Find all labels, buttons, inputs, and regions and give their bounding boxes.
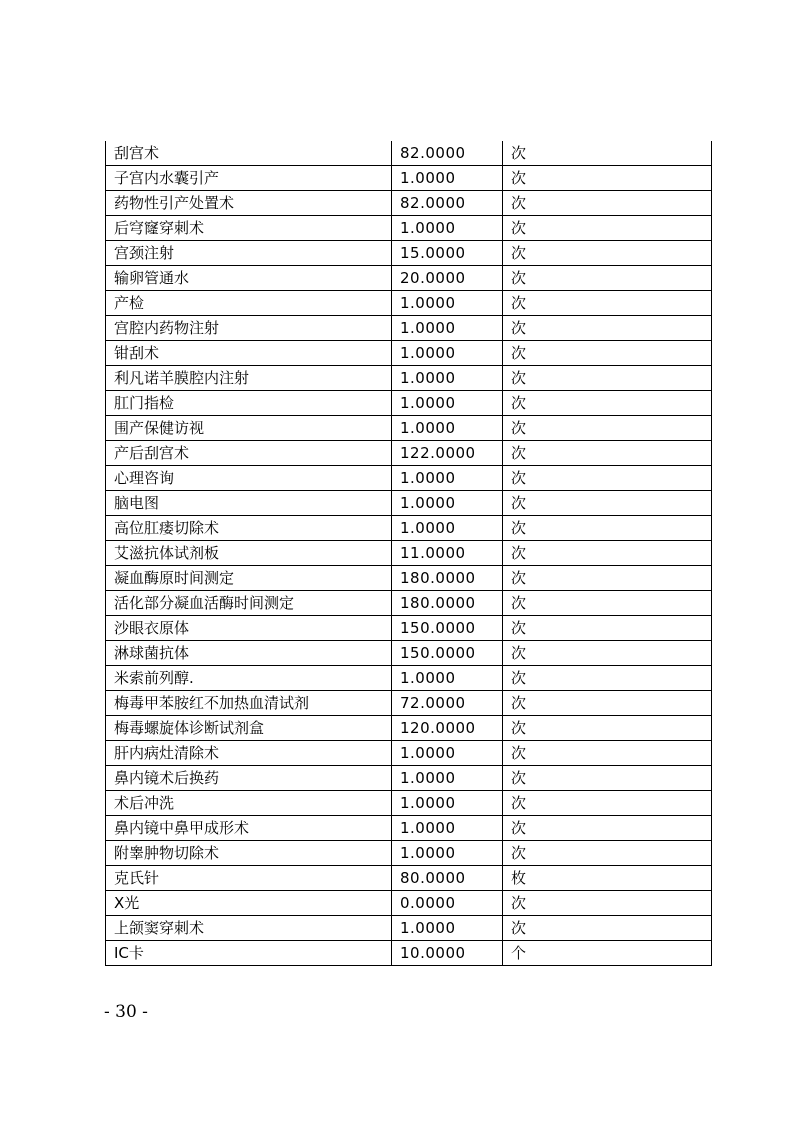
item-name-cell: 艾滋抗体试剂板 [106,541,392,566]
item-name-cell: 克氏针 [106,866,392,891]
table-row [106,641,712,666]
table-row [106,866,712,891]
item-name-cell: 淋球菌抗体 [106,641,392,666]
item-name-cell: 输卵管通水 [106,266,392,291]
price-cell: 1.0000 [392,166,503,191]
unit-cell: 次 [503,741,712,766]
table-row [106,741,712,766]
table-row [106,816,712,841]
table-row [106,891,712,916]
price-cell: 72.0000 [392,691,503,716]
unit-cell: 次 [503,291,712,316]
unit-cell: 次 [503,266,712,291]
table-row [106,541,712,566]
price-cell: 1.0000 [392,666,503,691]
unit-cell: 次 [503,816,712,841]
unit-cell: 次 [503,441,712,466]
table-row [106,166,712,191]
table-row [106,316,712,341]
unit-cell: 个 [503,941,712,966]
price-cell: 0.0000 [392,891,503,916]
table-row [106,366,712,391]
price-cell: 1.0000 [392,391,503,416]
item-name-cell: 产检 [106,291,392,316]
unit-cell: 次 [503,541,712,566]
unit-cell: 次 [503,191,712,216]
unit-cell: 次 [503,391,712,416]
unit-cell: 次 [503,416,712,441]
item-name-cell: 宫腔内药物注射 [106,316,392,341]
price-cell: 1.0000 [392,841,503,866]
price-cell: 122.0000 [392,441,503,466]
unit-cell: 次 [503,791,712,816]
item-name-cell: 子宫内水囊引产 [106,166,392,191]
unit-cell: 次 [503,591,712,616]
item-name-cell: 肝内病灶清除术 [106,741,392,766]
item-name-cell: 产后刮宫术 [106,441,392,466]
price-cell: 1.0000 [392,216,503,241]
unit-cell: 次 [503,216,712,241]
price-cell: 1.0000 [392,366,503,391]
item-name-cell: 附睾肿物切除术 [106,841,392,866]
unit-cell: 次 [503,366,712,391]
table-row [106,841,712,866]
price-cell: 180.0000 [392,591,503,616]
unit-cell: 次 [503,141,712,166]
item-name-cell: 钳刮术 [106,341,392,366]
table-row [106,766,712,791]
item-name-cell: 梅毒甲苯胺红不加热血清试剂 [106,691,392,716]
unit-cell: 次 [503,516,712,541]
unit-cell: 次 [503,616,712,641]
item-name-cell: 刮宫术 [106,141,392,166]
price-cell: 1.0000 [392,466,503,491]
price-cell: 1.0000 [392,341,503,366]
table-row [106,916,712,941]
table-row [106,791,712,816]
price-cell: 82.0000 [392,191,503,216]
table-row [106,416,712,441]
price-cell: 1.0000 [392,291,503,316]
unit-cell: 次 [503,166,712,191]
item-name-cell: 术后冲洗 [106,791,392,816]
table-row [106,666,712,691]
item-name-cell: 药物性引产处置术 [106,191,392,216]
price-cell: 1.0000 [392,416,503,441]
fee-table-body [106,141,712,966]
unit-cell: 次 [503,841,712,866]
table-row [106,266,712,291]
price-cell: 20.0000 [392,266,503,291]
price-cell: 10.0000 [392,941,503,966]
item-name-cell: IC卡 [106,941,392,966]
item-name-cell: 上颌窦穿刺术 [106,916,392,941]
unit-cell: 次 [503,766,712,791]
table-row [106,216,712,241]
table-row [106,191,712,216]
item-name-cell: 利凡诺羊膜腔内注射 [106,366,392,391]
unit-cell: 次 [503,666,712,691]
price-cell: 80.0000 [392,866,503,891]
item-name-cell: 脑电图 [106,491,392,516]
table-row [106,341,712,366]
price-cell: 82.0000 [392,141,503,166]
price-cell: 150.0000 [392,641,503,666]
table-row [106,941,712,966]
price-cell: 1.0000 [392,491,503,516]
table-row [106,691,712,716]
price-cell: 1.0000 [392,316,503,341]
unit-cell: 次 [503,491,712,516]
item-name-cell: 梅毒螺旋体诊断试剂盒 [106,716,392,741]
item-name-cell: 鼻内镜中鼻甲成形术 [106,816,392,841]
unit-cell: 次 [503,241,712,266]
price-cell: 180.0000 [392,566,503,591]
price-cell: 120.0000 [392,716,503,741]
item-name-cell: 宫颈注射 [106,241,392,266]
price-cell: 1.0000 [392,741,503,766]
item-name-cell: X光 [106,891,392,916]
price-cell: 150.0000 [392,616,503,641]
table-row [106,591,712,616]
table-row [106,291,712,316]
unit-cell: 次 [503,641,712,666]
price-cell: 1.0000 [392,766,503,791]
unit-cell: 枚 [503,866,712,891]
unit-cell: 次 [503,466,712,491]
price-cell: 1.0000 [392,516,503,541]
price-cell: 1.0000 [392,916,503,941]
item-name-cell: 围产保健访视 [106,416,392,441]
price-cell: 11.0000 [392,541,503,566]
table-row [106,516,712,541]
table-row [106,566,712,591]
price-cell: 1.0000 [392,791,503,816]
unit-cell: 次 [503,316,712,341]
price-cell: 15.0000 [392,241,503,266]
item-name-cell: 活化部分凝血活酶时间测定 [106,591,392,616]
table-row [106,391,712,416]
table-row [106,716,712,741]
table-row [106,441,712,466]
fee-table [105,141,712,966]
item-name-cell: 米索前列醇. [106,666,392,691]
item-name-cell: 心理咨询 [106,466,392,491]
unit-cell: 次 [503,716,712,741]
table-row [106,241,712,266]
unit-cell: 次 [503,566,712,591]
page-number: - 30 - [104,1002,148,1022]
price-cell: 1.0000 [392,816,503,841]
unit-cell: 次 [503,341,712,366]
item-name-cell: 鼻内镜术后换药 [106,766,392,791]
unit-cell: 次 [503,891,712,916]
table-row [106,491,712,516]
item-name-cell: 凝血酶原时间测定 [106,566,392,591]
unit-cell: 次 [503,916,712,941]
unit-cell: 次 [503,691,712,716]
item-name-cell: 沙眼衣原体 [106,616,392,641]
table-row [106,141,712,166]
item-name-cell: 高位肛瘘切除术 [106,516,392,541]
item-name-cell: 肛门指检 [106,391,392,416]
item-name-cell: 后穹窿穿刺术 [106,216,392,241]
table-row [106,616,712,641]
table-row [106,466,712,491]
